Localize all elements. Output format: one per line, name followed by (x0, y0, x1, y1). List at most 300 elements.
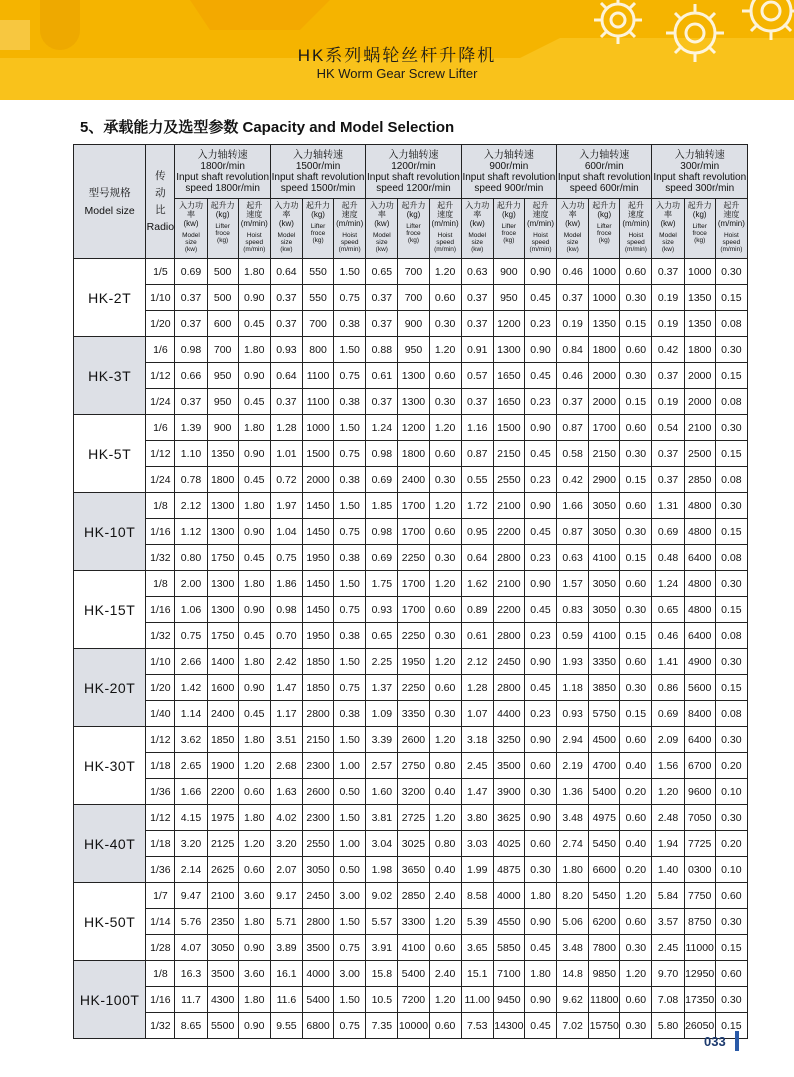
header-power-label: (kw) (183, 219, 199, 228)
value-cell: 2.74 (557, 831, 589, 857)
value-cell: 2.19 (557, 753, 589, 779)
value-cell: 1.80 (238, 415, 270, 441)
header-hoist-speed-label: 速度 (532, 210, 549, 219)
header-hoist-speed-en-line: Hoist (628, 232, 644, 239)
capacity-table (73, 144, 748, 1039)
value-cell: 0.45 (524, 441, 556, 467)
value-cell: 1.24 (652, 571, 684, 597)
header-ratio-line: 比 (155, 203, 166, 216)
header-power-label: (kw) (660, 219, 676, 228)
header-power-en-line: Model (563, 232, 582, 239)
value-cell: 2000 (684, 389, 715, 415)
value-cell: 500 (207, 285, 238, 311)
value-cell: 0.60 (429, 935, 461, 961)
value-cell: 0.90 (524, 727, 556, 753)
header-hoist-speed-label: 速度 (341, 210, 358, 219)
value-cell: 0.46 (557, 259, 589, 285)
value-cell: 1.80 (238, 337, 270, 363)
value-cell: 3.81 (366, 805, 398, 831)
header-force-en (208, 223, 238, 244)
header-speed-rpm: 900r/min (489, 160, 529, 172)
value-cell: 0.90 (238, 519, 270, 545)
table-row (74, 805, 748, 831)
value-cell: 1.66 (175, 779, 207, 805)
header-speed-en1: Input shaft revolution (557, 171, 651, 183)
table-row (74, 909, 748, 935)
value-cell: 0.83 (557, 597, 589, 623)
value-cell: 0.23 (524, 389, 556, 415)
value-cell: 7725 (684, 831, 715, 857)
value-cell: 2.48 (652, 805, 684, 831)
value-cell: 2200 (493, 597, 524, 623)
value-cell: 0.30 (524, 779, 556, 805)
value-cell: 3500 (302, 935, 333, 961)
value-cell: 2200 (493, 519, 524, 545)
value-cell: 0.30 (429, 545, 461, 571)
header-force-en-line: froce (406, 230, 421, 237)
value-cell: 1.20 (238, 753, 270, 779)
header-ratio-line: 动 (155, 186, 166, 199)
value-cell: 1950 (302, 545, 333, 571)
value-cell: 8.65 (175, 1013, 207, 1039)
value-cell: 2850 (684, 467, 715, 493)
header-hoist-speed (620, 199, 652, 259)
value-cell: 1.75 (366, 571, 398, 597)
value-cell: 0.90 (238, 597, 270, 623)
value-cell: 3250 (493, 727, 524, 753)
value-cell: 1.20 (429, 415, 461, 441)
value-cell: 1.18 (557, 675, 589, 701)
value-cell: 9600 (684, 779, 715, 805)
header-force-en-line: Lifter (215, 223, 230, 230)
header-power-en-line: Model (659, 232, 677, 239)
value-cell: 0.37 (175, 311, 207, 337)
value-cell: 0.30 (429, 701, 461, 727)
header-hoist-speed-en-line: (m/min) (624, 246, 647, 253)
value-cell: 2625 (207, 857, 238, 883)
value-cell: 0.19 (652, 285, 684, 311)
value-cell: 0.69 (366, 545, 398, 571)
value-cell: 1.66 (557, 493, 589, 519)
value-cell: 1.17 (270, 701, 302, 727)
value-cell: 0.37 (175, 389, 207, 415)
model-name: HK-20T (74, 649, 146, 727)
value-cell: 0.58 (557, 441, 589, 467)
header-power-en-line: size (566, 239, 579, 246)
value-cell: 1800 (207, 467, 238, 493)
header-force-label: 起升力 (592, 201, 617, 210)
value-cell: 0.40 (429, 857, 461, 883)
value-cell: 2800 (302, 701, 333, 727)
value-cell: 0.65 (366, 259, 398, 285)
header-hoist-speed (238, 199, 270, 259)
value-cell: 3.20 (270, 831, 302, 857)
header-hoist-speed-en (334, 232, 365, 253)
value-cell: 11.7 (175, 987, 207, 1013)
gear-icon (736, 0, 794, 46)
value-cell: 8.20 (557, 883, 589, 909)
header-power (270, 199, 302, 259)
header-hoist-speed-label: (m/min) (526, 219, 555, 228)
value-cell: 7.53 (461, 1013, 493, 1039)
value-cell: 0.45 (238, 467, 270, 493)
model-name: HK-10T (74, 493, 146, 571)
ratio-cell: 1/10 (146, 285, 175, 311)
value-cell: 3200 (398, 779, 429, 805)
table-row (74, 571, 748, 597)
value-cell: 1.00 (334, 831, 366, 857)
header-hoist-speed-en-line: Hoist (723, 232, 739, 239)
value-cell: 0.65 (652, 597, 684, 623)
ratio-cell: 1/7 (146, 883, 175, 909)
header-power-en-line: Model (468, 232, 487, 239)
table-row (74, 987, 748, 1013)
value-cell: 1500 (302, 441, 333, 467)
value-cell: 3.00 (334, 883, 366, 909)
value-cell: 0.30 (715, 805, 747, 831)
value-cell: 1.50 (334, 259, 366, 285)
value-cell: 0.23 (524, 467, 556, 493)
value-cell: 0.45 (238, 311, 270, 337)
value-cell: 0.70 (270, 623, 302, 649)
ratio-cell: 1/6 (146, 415, 175, 441)
header-force-en-line: froce (215, 230, 230, 237)
value-cell: 9.62 (557, 987, 589, 1013)
value-cell: 11.6 (270, 987, 302, 1013)
value-cell: 0.37 (366, 311, 398, 337)
ratio-cell: 1/12 (146, 727, 175, 753)
value-cell: 1800 (398, 441, 429, 467)
ratio-cell: 1/28 (146, 935, 175, 961)
value-cell: 1700 (398, 493, 429, 519)
header-power (652, 199, 684, 259)
header-hoist-speed-label: 起升 (341, 201, 358, 210)
value-cell: 7.08 (652, 987, 684, 1013)
value-cell: 0.20 (715, 831, 747, 857)
value-cell: 2400 (398, 467, 429, 493)
table-header (74, 145, 748, 259)
value-cell: 5750 (589, 701, 620, 727)
value-cell: 1300 (493, 337, 524, 363)
value-cell: 1.20 (429, 987, 461, 1013)
value-cell: 0.66 (175, 363, 207, 389)
value-cell: 0.15 (715, 285, 747, 311)
value-cell: 2750 (398, 753, 429, 779)
value-cell: 0.60 (524, 831, 556, 857)
value-cell: 1.20 (429, 259, 461, 285)
value-cell: 0.10 (715, 779, 747, 805)
value-cell: 0.37 (270, 311, 302, 337)
value-cell: 0.98 (175, 337, 207, 363)
value-cell: 4975 (589, 805, 620, 831)
value-cell: 3500 (207, 961, 238, 987)
header-speed-en1: Input shaft revolution (176, 171, 270, 183)
value-cell: 1850 (207, 727, 238, 753)
value-cell: 0.15 (715, 1013, 747, 1039)
value-cell: 3.48 (557, 935, 589, 961)
value-cell: 26050 (684, 1013, 715, 1039)
value-cell: 2725 (398, 805, 429, 831)
header-power-label: 入力功率 (369, 201, 394, 219)
value-cell: 0.20 (620, 779, 652, 805)
value-cell: 2150 (493, 441, 524, 467)
value-cell: 0.75 (334, 441, 366, 467)
value-cell: 0.50 (334, 779, 366, 805)
value-cell: 0.55 (461, 467, 493, 493)
header-speed-cn: 入力轴转速 (579, 149, 630, 161)
value-cell: 9.17 (270, 883, 302, 909)
value-cell: 0.90 (238, 675, 270, 701)
value-cell: 2600 (302, 779, 333, 805)
value-cell: 2800 (493, 675, 524, 701)
ratio-cell: 1/32 (146, 1013, 175, 1039)
value-cell: 700 (207, 337, 238, 363)
value-cell: 0.90 (524, 259, 556, 285)
table-row (74, 1013, 748, 1039)
value-cell: 0.19 (652, 389, 684, 415)
header-power-en (175, 232, 206, 253)
table-row (74, 935, 748, 961)
header-power-en (557, 232, 588, 253)
value-cell: 0.90 (238, 1013, 270, 1039)
header-power-label: 入力功率 (465, 201, 490, 219)
value-cell: 0.69 (652, 519, 684, 545)
header-power-en-line: (kw) (280, 246, 293, 253)
value-cell: 0.75 (334, 519, 366, 545)
header-hoist-speed (524, 199, 556, 259)
value-cell: 0.30 (715, 571, 747, 597)
value-cell: 1.93 (557, 649, 589, 675)
value-cell: 4025 (493, 831, 524, 857)
value-cell: 950 (207, 389, 238, 415)
header-force-en-line: froce (310, 230, 326, 237)
value-cell: 2.57 (366, 753, 398, 779)
value-cell: 1000 (589, 285, 620, 311)
title-en: HK Worm Gear Screw Lifter (316, 66, 478, 81)
value-cell: 4.15 (175, 805, 207, 831)
value-cell: 1400 (207, 649, 238, 675)
ratio-cell: 1/40 (146, 701, 175, 727)
value-cell: 4900 (684, 649, 715, 675)
header-hoist-speed-en (239, 232, 270, 253)
value-cell: 0.48 (652, 545, 684, 571)
value-cell: 1.80 (238, 987, 270, 1013)
value-cell: 4875 (493, 857, 524, 883)
value-cell: 1.20 (652, 779, 684, 805)
header-force-en-line: (kg) (312, 237, 324, 244)
value-cell: 3900 (493, 779, 524, 805)
value-cell: 1.20 (429, 805, 461, 831)
value-cell: 3.18 (461, 727, 493, 753)
value-cell: 3.20 (175, 831, 207, 857)
header-speed-en2: speed 600r/min (569, 182, 639, 194)
value-cell: 1750 (207, 623, 238, 649)
value-cell: 0.90 (238, 441, 270, 467)
value-cell: 17350 (684, 987, 715, 1013)
header-power-en (462, 232, 493, 253)
header-speed-rpm: 1500r/min (295, 160, 341, 172)
value-cell: 2.00 (175, 571, 207, 597)
header-force-label: 起升力 (401, 201, 426, 210)
value-cell: 0.30 (715, 337, 747, 363)
value-cell: 0.60 (238, 857, 270, 883)
value-cell: 0.38 (334, 389, 366, 415)
value-cell: 2100 (207, 883, 238, 909)
value-cell: 0.38 (334, 545, 366, 571)
value-cell: 1450 (302, 493, 333, 519)
table-row (74, 519, 748, 545)
value-cell: 1.98 (366, 857, 398, 883)
table-row (74, 961, 748, 987)
value-cell: 1300 (207, 571, 238, 597)
value-cell: 0.63 (557, 545, 589, 571)
header-hoist-speed-en-line: speed (722, 239, 741, 246)
value-cell: 0.60 (620, 337, 652, 363)
value-cell: 2250 (398, 545, 429, 571)
header-speed-rpm: 1800r/min (200, 160, 245, 172)
ratio-cell: 1/16 (146, 987, 175, 1013)
header-force-label: 起升力 (687, 201, 712, 210)
value-cell: 0.46 (652, 623, 684, 649)
value-cell: 0.75 (334, 935, 366, 961)
header-speed-en1: Input shaft revolution (367, 171, 460, 183)
value-cell: 0.60 (620, 415, 652, 441)
page-number: 033 (704, 1034, 726, 1049)
value-cell: 0.91 (461, 337, 493, 363)
value-cell: 0.75 (334, 597, 366, 623)
ratio-cell: 1/16 (146, 597, 175, 623)
value-cell: 0.30 (620, 1013, 652, 1039)
value-cell: 2850 (398, 883, 429, 909)
header-hoist-speed-label: (m/min) (622, 219, 650, 228)
header-force (302, 199, 333, 259)
ratio-cell: 1/12 (146, 805, 175, 831)
value-cell: 3.57 (652, 909, 684, 935)
value-cell: 0.40 (620, 753, 652, 779)
value-cell: 2550 (302, 831, 333, 857)
model-name: HK-5T (74, 415, 146, 493)
value-cell: 0.19 (557, 311, 589, 337)
value-cell: 1650 (493, 363, 524, 389)
header-hoist-speed-en-line: Hoist (246, 232, 262, 239)
value-cell: 4500 (589, 727, 620, 753)
header-power-label: (kw) (278, 219, 294, 228)
header-speed-cn: 入力轴转速 (483, 149, 534, 161)
header-ratio (146, 145, 175, 259)
header-power-en-line: size (662, 239, 674, 246)
value-cell: 11.00 (461, 987, 493, 1013)
value-cell: 1.10 (175, 441, 207, 467)
header-power (461, 199, 493, 259)
header-speed-en1: Input shaft revolution (271, 171, 365, 183)
value-cell: 2350 (207, 909, 238, 935)
header-hoist-speed-label: 速度 (246, 210, 263, 219)
value-cell: 0.60 (620, 571, 652, 597)
header-speed-group (652, 145, 748, 199)
header-speed-group (175, 145, 270, 199)
value-cell: 0.30 (524, 857, 556, 883)
header-force-en-line: Lifter (406, 223, 421, 230)
value-cell: 2000 (589, 389, 620, 415)
value-cell: 11000 (684, 935, 715, 961)
value-cell: 550 (302, 285, 333, 311)
value-cell: 900 (207, 415, 238, 441)
value-cell: 1.47 (461, 779, 493, 805)
header-force-en-line: froce (692, 230, 707, 237)
value-cell: 3050 (207, 935, 238, 961)
value-cell: 950 (398, 337, 429, 363)
value-cell: 0.15 (620, 623, 652, 649)
value-cell: 3.48 (557, 805, 589, 831)
value-cell: 0.80 (429, 831, 461, 857)
value-cell: 1350 (589, 311, 620, 337)
value-cell: 0.37 (270, 389, 302, 415)
value-cell: 0.50 (334, 857, 366, 883)
value-cell: 16.1 (270, 961, 302, 987)
header-force-en (303, 223, 333, 244)
value-cell: 2.42 (270, 649, 302, 675)
header-hoist-speed-label: 起升 (246, 201, 263, 210)
value-cell: 700 (398, 259, 429, 285)
value-cell: 1750 (207, 545, 238, 571)
value-cell: 0.30 (429, 389, 461, 415)
header-force-en (494, 223, 524, 244)
ratio-cell: 1/8 (146, 571, 175, 597)
value-cell: 0.30 (429, 467, 461, 493)
table-row (74, 883, 748, 909)
value-cell: 0.15 (715, 441, 747, 467)
header-hoist-speed-label: 起升 (437, 201, 454, 210)
value-cell: 3025 (398, 831, 429, 857)
value-cell: 5400 (398, 961, 429, 987)
header-hoist-speed-en-line: speed (627, 239, 645, 246)
table-row (74, 389, 748, 415)
value-cell: 1900 (207, 753, 238, 779)
value-cell: 1.36 (557, 779, 589, 805)
value-cell: 1300 (207, 597, 238, 623)
value-cell: 0.69 (175, 259, 207, 285)
value-cell: 0.15 (620, 545, 652, 571)
value-cell: 0.64 (270, 363, 302, 389)
table-row (74, 831, 748, 857)
value-cell: 0.90 (524, 805, 556, 831)
header-hoist-speed-label: 起升 (532, 201, 549, 210)
header-force-label: 起升力 (306, 201, 331, 210)
ratio-cell: 1/14 (146, 909, 175, 935)
value-cell: 9.70 (652, 961, 684, 987)
value-cell: 800 (302, 337, 333, 363)
value-cell: 14300 (493, 1013, 524, 1039)
value-cell: 0.60 (620, 259, 652, 285)
value-cell: 0.30 (715, 649, 747, 675)
value-cell: 1.50 (334, 415, 366, 441)
value-cell: 0.30 (715, 415, 747, 441)
model-name: HK-100T (74, 961, 146, 1039)
header-model-size (74, 145, 146, 259)
value-cell: 3650 (398, 857, 429, 883)
value-cell: 2.25 (366, 649, 398, 675)
value-cell: 3.80 (461, 805, 493, 831)
value-cell: 5450 (589, 883, 620, 909)
header-hoist-speed-en-line: Hoist (342, 232, 358, 239)
value-cell: 5850 (493, 935, 524, 961)
value-cell: 0.84 (557, 337, 589, 363)
header-hoist-speed-label: (m/min) (717, 219, 745, 228)
value-cell: 1.80 (238, 727, 270, 753)
value-cell: 4400 (493, 701, 524, 727)
value-cell: 1.80 (238, 493, 270, 519)
table-row (74, 493, 748, 519)
